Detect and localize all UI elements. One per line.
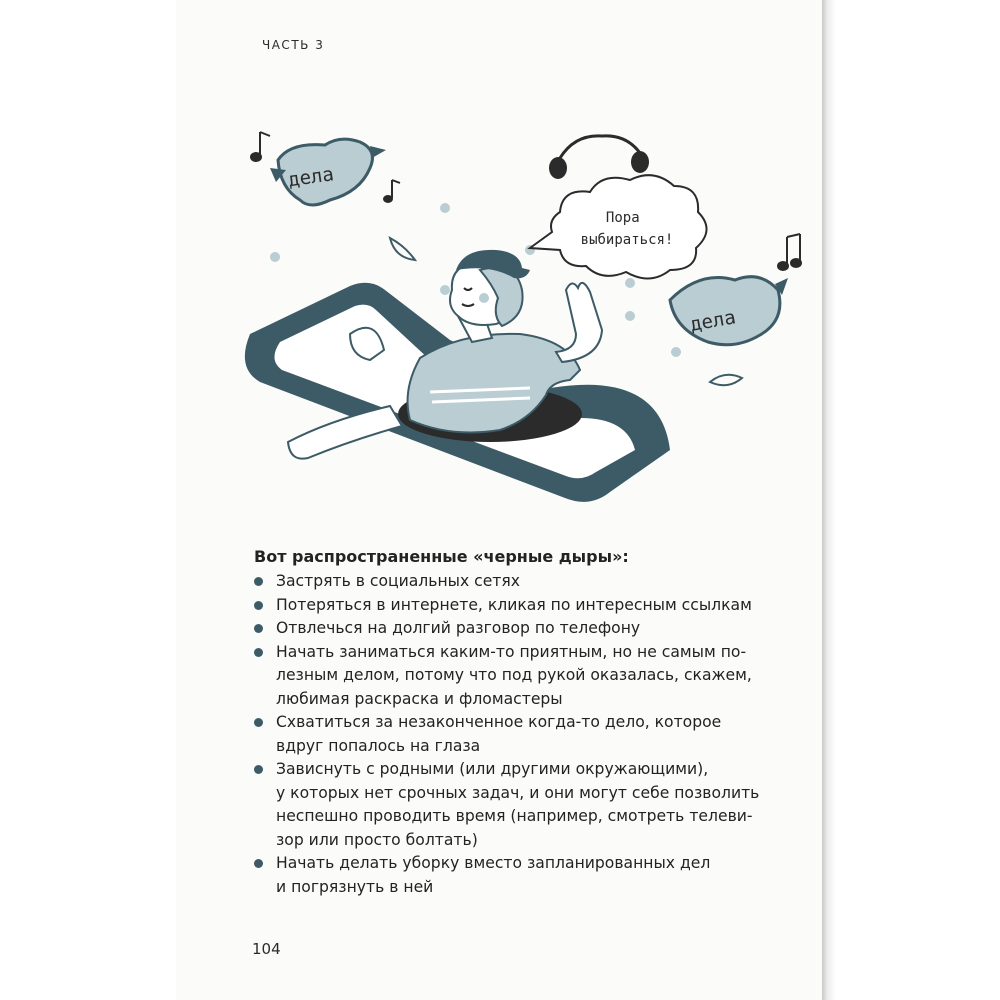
bullet-icon xyxy=(254,601,263,610)
bird-left-label: дела xyxy=(286,163,336,192)
music-note-icon xyxy=(251,132,270,161)
list-item: Зависнуть с родными (или другими окружающими), у которых нет срочных задач, и они могут себе позволить неспешно проводить время (например, смотреть телеви- зор или просто болтать) xyxy=(254,758,764,852)
bullet-icon xyxy=(254,624,263,633)
phone-escape-illustration xyxy=(230,120,810,520)
bullet-icon xyxy=(254,718,263,727)
music-note-icon xyxy=(384,180,400,202)
bird-icon xyxy=(270,139,386,205)
bullet-icon xyxy=(254,577,263,586)
bird-icon xyxy=(670,277,788,345)
list-item: Потеряться в интернете, кликая по интересным ссылкам xyxy=(254,594,764,618)
music-note-icon xyxy=(778,234,801,270)
black-holes-list xyxy=(254,570,764,899)
article-content xyxy=(254,546,764,899)
headphones-icon xyxy=(549,136,649,179)
bird-right-label: дела xyxy=(688,306,738,336)
list-item: Начать делать уборку вместо запланированных дел и погрязнуть в ней xyxy=(254,852,764,899)
speech-bubble-text: Пора выбираться! xyxy=(580,210,674,248)
page-number: 104 xyxy=(252,940,281,958)
leaf-icon xyxy=(390,238,415,260)
list-item: Схватиться за незаконченное когда-то дело, которое вдруг попалось на глаза xyxy=(254,711,764,758)
bullet-icon xyxy=(254,648,263,657)
list-item: Начать заниматься каким-то приятным, но не самым по- лезным делом, потому что под рукой оказалась, скажем, любимая раскраска и фломастеры xyxy=(254,641,764,712)
list-heading: Вот распространенные «черные дыры»: xyxy=(254,547,629,566)
bullet-icon xyxy=(254,859,263,868)
speech-bubble xyxy=(530,175,707,278)
list-item: Застрять в социальных сетях xyxy=(254,570,764,594)
bullet-icon xyxy=(254,765,263,774)
list-item: Отвлечься на долгий разговор по телефону xyxy=(254,617,764,641)
leaf-icon xyxy=(710,375,742,385)
page-edge-shadow xyxy=(822,0,836,1000)
part-header: ЧАСТЬ 3 xyxy=(262,38,325,52)
